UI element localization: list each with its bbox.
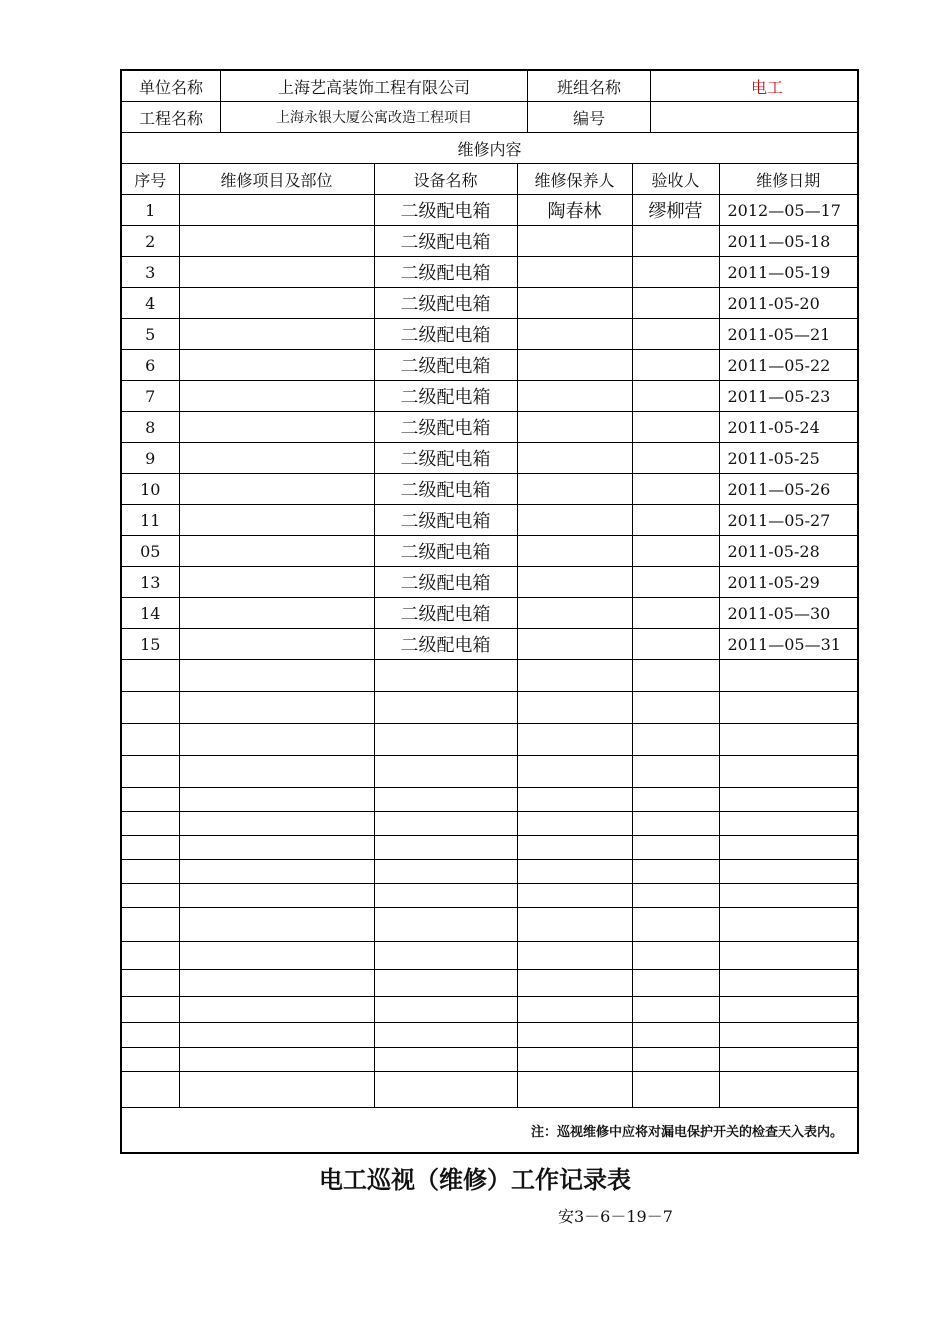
row-date: 2011—05-18 bbox=[719, 226, 858, 257]
row-inspector bbox=[632, 505, 719, 536]
empty-cell bbox=[719, 724, 858, 756]
row-device: 二级配电箱 bbox=[374, 443, 517, 474]
row-inspector bbox=[632, 288, 719, 319]
empty-cell bbox=[121, 692, 179, 724]
empty-row bbox=[121, 692, 858, 724]
empty-cell bbox=[719, 997, 858, 1023]
empty-row bbox=[121, 724, 858, 756]
empty-cell bbox=[517, 788, 632, 812]
empty-cell bbox=[719, 756, 858, 788]
row-item bbox=[179, 536, 374, 567]
empty-cell bbox=[517, 836, 632, 860]
empty-cell bbox=[179, 812, 374, 836]
empty-cell bbox=[719, 1023, 858, 1048]
row-inspector bbox=[632, 474, 719, 505]
table-row bbox=[121, 505, 858, 536]
empty-cell bbox=[374, 1048, 517, 1072]
empty-cell bbox=[374, 724, 517, 756]
row-item bbox=[179, 319, 374, 350]
row-date: 2011-05-25 bbox=[719, 443, 858, 474]
row-no: 14 bbox=[121, 598, 179, 629]
empty-row bbox=[121, 1072, 858, 1108]
empty-cell bbox=[179, 884, 374, 908]
empty-cell bbox=[374, 997, 517, 1023]
empty-cell bbox=[719, 860, 858, 884]
row-no: 05 bbox=[121, 536, 179, 567]
empty-cell bbox=[517, 860, 632, 884]
empty-cell bbox=[632, 660, 719, 692]
table-row bbox=[121, 474, 858, 505]
table-row bbox=[121, 195, 858, 226]
empty-cell bbox=[719, 836, 858, 860]
empty-row bbox=[121, 1048, 858, 1072]
row-inspector bbox=[632, 257, 719, 288]
row-no: 11 bbox=[121, 505, 179, 536]
row-item bbox=[179, 257, 374, 288]
row-item bbox=[179, 505, 374, 536]
empty-cell bbox=[374, 756, 517, 788]
empty-cell bbox=[179, 660, 374, 692]
row-maintainer bbox=[517, 381, 632, 412]
empty-cell bbox=[719, 884, 858, 908]
row-inspector bbox=[632, 443, 719, 474]
row-device: 二级配电箱 bbox=[374, 226, 517, 257]
empty-row bbox=[121, 860, 858, 884]
row-device: 二级配电箱 bbox=[374, 319, 517, 350]
row-item bbox=[179, 567, 374, 598]
row-item bbox=[179, 412, 374, 443]
row-item bbox=[179, 381, 374, 412]
section-title: 维修内容 bbox=[121, 133, 858, 164]
empty-cell bbox=[121, 1072, 179, 1108]
empty-cell bbox=[719, 1072, 858, 1108]
empty-cell bbox=[179, 942, 374, 970]
table-row bbox=[121, 598, 858, 629]
empty-cell bbox=[121, 1048, 179, 1072]
table-row bbox=[121, 629, 858, 660]
empty-cell bbox=[632, 970, 719, 997]
row-item bbox=[179, 443, 374, 474]
empty-cell bbox=[121, 997, 179, 1023]
empty-cell bbox=[632, 1048, 719, 1072]
empty-cell bbox=[632, 692, 719, 724]
row-item bbox=[179, 629, 374, 660]
row-device: 二级配电箱 bbox=[374, 598, 517, 629]
empty-cell bbox=[719, 942, 858, 970]
empty-cell bbox=[719, 812, 858, 836]
empty-row bbox=[121, 836, 858, 860]
row-device: 二级配电箱 bbox=[374, 288, 517, 319]
row-no: 2 bbox=[121, 226, 179, 257]
empty-cell bbox=[179, 1048, 374, 1072]
empty-cell bbox=[632, 942, 719, 970]
number-label: 编号 bbox=[528, 102, 651, 132]
empty-cell bbox=[121, 788, 179, 812]
row-maintainer: 陶春林 bbox=[517, 195, 632, 226]
row-inspector bbox=[632, 319, 719, 350]
empty-cell bbox=[632, 997, 719, 1023]
empty-cell bbox=[517, 756, 632, 788]
empty-cell bbox=[121, 1023, 179, 1048]
row-inspector: 缪柳营 bbox=[632, 195, 719, 226]
project-name-label: 工程名称 bbox=[122, 102, 221, 132]
unit-name-value: 上海艺高装饰工程有限公司 bbox=[221, 71, 528, 101]
col-header-maintainer: 维修保养人 bbox=[517, 164, 632, 195]
row-inspector bbox=[632, 350, 719, 381]
row-date: 2011-05—30 bbox=[719, 598, 858, 629]
table-row bbox=[121, 257, 858, 288]
empty-row bbox=[121, 812, 858, 836]
empty-cell bbox=[374, 788, 517, 812]
record-sheet bbox=[120, 69, 857, 1154]
row-no: 5 bbox=[121, 319, 179, 350]
row-date: 2011-05-20 bbox=[719, 288, 858, 319]
row-device: 二级配电箱 bbox=[374, 536, 517, 567]
empty-cell bbox=[121, 812, 179, 836]
row-maintainer bbox=[517, 474, 632, 505]
empty-cell bbox=[517, 692, 632, 724]
empty-cell bbox=[374, 908, 517, 942]
row-device: 二级配电箱 bbox=[374, 567, 517, 598]
row-maintainer bbox=[517, 257, 632, 288]
empty-cell bbox=[121, 970, 179, 997]
row-no: 15 bbox=[121, 629, 179, 660]
empty-cell bbox=[374, 1072, 517, 1108]
empty-cell bbox=[179, 860, 374, 884]
row-item bbox=[179, 195, 374, 226]
row-inspector bbox=[632, 412, 719, 443]
row-device: 二级配电箱 bbox=[374, 257, 517, 288]
empty-cell bbox=[632, 1072, 719, 1108]
row-date: 2011-05-28 bbox=[719, 536, 858, 567]
row-device: 二级配电箱 bbox=[374, 412, 517, 443]
row-inspector bbox=[632, 381, 719, 412]
row-inspector bbox=[632, 226, 719, 257]
row-no: 4 bbox=[121, 288, 179, 319]
row-no: 7 bbox=[121, 381, 179, 412]
row-maintainer bbox=[517, 319, 632, 350]
empty-cell bbox=[517, 660, 632, 692]
row-maintainer bbox=[517, 288, 632, 319]
empty-cell bbox=[517, 1048, 632, 1072]
empty-cell bbox=[374, 1023, 517, 1048]
empty-cell bbox=[632, 860, 719, 884]
row-device: 二级配电箱 bbox=[374, 505, 517, 536]
empty-cell bbox=[517, 884, 632, 908]
header-row-wrapper bbox=[121, 70, 858, 102]
row-maintainer bbox=[517, 629, 632, 660]
row-maintainer bbox=[517, 536, 632, 567]
empty-cell bbox=[632, 908, 719, 942]
empty-cell bbox=[374, 942, 517, 970]
empty-cell bbox=[121, 860, 179, 884]
empty-cell bbox=[179, 1023, 374, 1048]
row-device: 二级配电箱 bbox=[374, 474, 517, 505]
empty-cell bbox=[632, 836, 719, 860]
empty-row bbox=[121, 997, 858, 1023]
empty-cell bbox=[121, 836, 179, 860]
table-row bbox=[121, 319, 858, 350]
empty-cell bbox=[517, 970, 632, 997]
empty-cell bbox=[632, 788, 719, 812]
empty-cell bbox=[719, 908, 858, 942]
form-code: 安3－6－19－7 bbox=[558, 1207, 673, 1226]
row-maintainer bbox=[517, 443, 632, 474]
empty-cell bbox=[179, 970, 374, 997]
row-item bbox=[179, 474, 374, 505]
empty-cell bbox=[121, 884, 179, 908]
row-no: 1 bbox=[121, 195, 179, 226]
empty-cell bbox=[719, 970, 858, 997]
empty-cell bbox=[179, 1072, 374, 1108]
empty-row bbox=[121, 970, 858, 997]
empty-cell bbox=[517, 997, 632, 1023]
row-date: 2011—05-26 bbox=[719, 474, 858, 505]
col-header-no: 序号 bbox=[121, 164, 179, 195]
empty-row bbox=[121, 788, 858, 812]
table-row bbox=[121, 381, 858, 412]
empty-cell bbox=[179, 997, 374, 1023]
empty-cell bbox=[374, 660, 517, 692]
empty-cell bbox=[517, 1023, 632, 1048]
row-maintainer bbox=[517, 598, 632, 629]
row-date: 2011—05-22 bbox=[719, 350, 858, 381]
empty-cell bbox=[374, 812, 517, 836]
row-date: 2011—05-19 bbox=[719, 257, 858, 288]
row-item bbox=[179, 350, 374, 381]
page-title: 电工巡视（维修）工作记录表 bbox=[319, 1166, 631, 1194]
empty-cell bbox=[632, 812, 719, 836]
empty-row bbox=[121, 660, 858, 692]
table-row bbox=[121, 226, 858, 257]
row-maintainer bbox=[517, 567, 632, 598]
empty-cell bbox=[121, 942, 179, 970]
table-row bbox=[121, 288, 858, 319]
empty-cell bbox=[517, 908, 632, 942]
header-row-wrapper bbox=[121, 102, 858, 133]
row-inspector bbox=[632, 567, 719, 598]
empty-cell bbox=[374, 860, 517, 884]
empty-cell bbox=[179, 724, 374, 756]
table-row bbox=[121, 536, 858, 567]
empty-cell bbox=[179, 692, 374, 724]
row-no: 8 bbox=[121, 412, 179, 443]
team-name-value: 电工 bbox=[651, 71, 859, 101]
empty-cell bbox=[632, 756, 719, 788]
empty-cell bbox=[121, 908, 179, 942]
row-inspector bbox=[632, 598, 719, 629]
row-date: 2011-05-29 bbox=[719, 567, 858, 598]
col-header-item: 维修项目及部位 bbox=[179, 164, 374, 195]
col-header-inspector: 验收人 bbox=[632, 164, 719, 195]
row-item bbox=[179, 598, 374, 629]
empty-row bbox=[121, 1023, 858, 1048]
col-header-device: 设备名称 bbox=[374, 164, 517, 195]
empty-cell bbox=[179, 788, 374, 812]
table-row bbox=[121, 412, 858, 443]
row-no: 9 bbox=[121, 443, 179, 474]
empty-cell bbox=[374, 836, 517, 860]
empty-cell bbox=[179, 908, 374, 942]
row-maintainer bbox=[517, 412, 632, 443]
record-table bbox=[120, 69, 859, 1154]
row-maintainer bbox=[517, 505, 632, 536]
table-row bbox=[121, 350, 858, 381]
empty-cell bbox=[719, 692, 858, 724]
table-row bbox=[121, 443, 858, 474]
row-inspector bbox=[632, 629, 719, 660]
team-name-label: 班组名称 bbox=[528, 71, 651, 101]
project-name-value: 上海永银大厦公寓改造工程项目 bbox=[221, 102, 528, 132]
row-maintainer bbox=[517, 226, 632, 257]
empty-cell bbox=[632, 724, 719, 756]
note-row bbox=[121, 1108, 858, 1154]
row-device: 二级配电箱 bbox=[374, 195, 517, 226]
empty-cell bbox=[179, 756, 374, 788]
empty-cell bbox=[179, 836, 374, 860]
empty-row bbox=[121, 884, 858, 908]
row-date: 2011—05-23 bbox=[719, 381, 858, 412]
empty-cell bbox=[632, 884, 719, 908]
row-date: 2011—05-27 bbox=[719, 505, 858, 536]
number-value bbox=[651, 102, 859, 132]
note-text: 注：巡视维修中应将对漏电保护开关的检查天入表内。 bbox=[121, 1108, 858, 1154]
unit-name-label: 单位名称 bbox=[122, 71, 221, 101]
row-item bbox=[179, 226, 374, 257]
empty-cell bbox=[719, 1048, 858, 1072]
empty-cell bbox=[632, 1023, 719, 1048]
row-device: 二级配电箱 bbox=[374, 629, 517, 660]
row-date: 2011-05—21 bbox=[719, 319, 858, 350]
row-no: 13 bbox=[121, 567, 179, 598]
empty-cell bbox=[517, 724, 632, 756]
empty-cell bbox=[517, 942, 632, 970]
row-date: 2011—05—31 bbox=[719, 629, 858, 660]
empty-cell bbox=[517, 812, 632, 836]
row-inspector bbox=[632, 536, 719, 567]
empty-cell bbox=[374, 884, 517, 908]
empty-row bbox=[121, 756, 858, 788]
empty-cell bbox=[374, 970, 517, 997]
row-device: 二级配电箱 bbox=[374, 350, 517, 381]
col-header-date: 维修日期 bbox=[719, 164, 858, 195]
row-no: 6 bbox=[121, 350, 179, 381]
row-no: 3 bbox=[121, 257, 179, 288]
row-maintainer bbox=[517, 350, 632, 381]
empty-row bbox=[121, 942, 858, 970]
column-header-row bbox=[121, 164, 858, 195]
empty-cell bbox=[719, 788, 858, 812]
empty-cell bbox=[121, 724, 179, 756]
row-device: 二级配电箱 bbox=[374, 381, 517, 412]
table-row bbox=[121, 567, 858, 598]
empty-cell bbox=[517, 1072, 632, 1108]
row-no: 10 bbox=[121, 474, 179, 505]
empty-cell bbox=[374, 692, 517, 724]
empty-cell bbox=[719, 660, 858, 692]
row-date: 2011-05-24 bbox=[719, 412, 858, 443]
empty-cell bbox=[121, 660, 179, 692]
row-item bbox=[179, 288, 374, 319]
empty-cell bbox=[121, 756, 179, 788]
row-date: 2012—05—17 bbox=[719, 195, 858, 226]
empty-row bbox=[121, 908, 858, 942]
